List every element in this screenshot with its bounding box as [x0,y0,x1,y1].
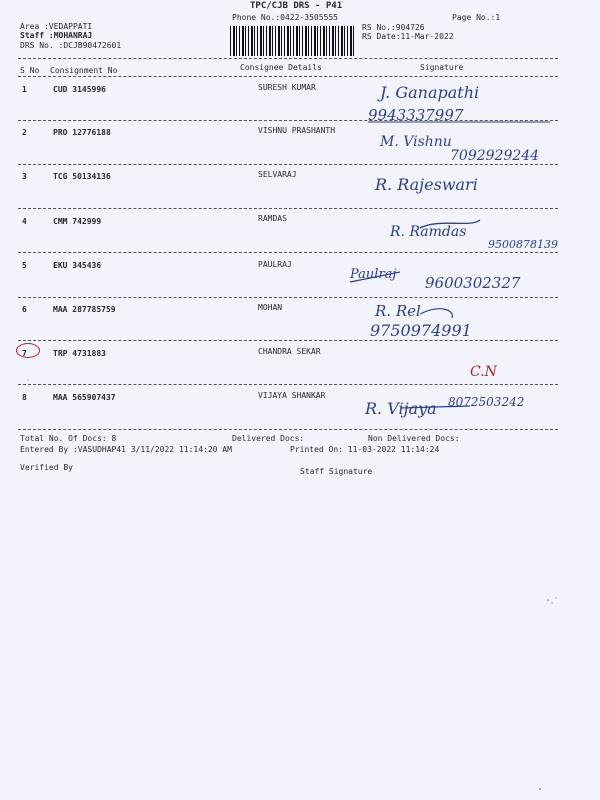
drs-number: DRS No. :DCJB90472601 [20,41,122,50]
row-consignment: CMM 742999 [53,217,102,226]
handwritten-phone: 9600302327 [425,274,521,292]
handwritten-phone: 9500878139 [488,238,558,251]
row-sno: 4 [22,217,27,226]
row-sno: 1 [22,85,27,94]
row-consignment: CUD 3145996 [53,85,106,94]
signature-text: Paulraj [350,267,397,282]
signature-text: R. Rel [375,302,421,320]
page-number: Page No.:1 [452,13,501,22]
sheet-title: TPC/CJB DRS - P41 [250,1,343,11]
row-consignment: EKU 345436 [53,261,102,270]
row-sno: 5 [22,261,27,270]
column-header-details: Consignee Details [240,63,322,72]
row-consignee-name: SURESH KUMAR [258,83,316,92]
row-consignee-name: SELVARAJ [258,170,297,179]
row-consignment: PRO 12776188 [53,128,111,137]
printed-on: Printed On: 11-03-2022 11:14:24 [290,445,440,454]
row-consignment: MAA 287785759 [53,305,116,314]
delivered-docs: Delivered Docs: [232,434,305,443]
entered-by: Entered By :VASUDHAP41 3/11/2022 11:14:20 AM [20,445,232,454]
row-consignment: TRP 4731883 [53,349,106,358]
column-header-consignment: Consignment No [50,66,118,75]
row-consignee-name: VISHNU PRASHANTH [258,126,336,135]
row-sno: 2 [22,128,27,137]
signature-text: R. Rajeswari [375,175,478,194]
staff-signature-label: Staff Signature [300,467,373,476]
row-consignment: MAA 565907437 [53,393,116,402]
rs-date: RS Date:11-Mar-2022 [362,32,454,41]
signature-text: M. Vishnu [380,134,452,150]
column-header-sno: S No [20,66,40,75]
phone-number: Phone No.:0422-3505555 [232,13,338,22]
handwritten-phone: 9943337997 [368,106,464,124]
row-consignee-name: CHANDRA SEKAR [258,347,321,356]
row-sno: 3 [22,172,27,181]
row-consignee-name: RAMDAS [258,214,287,223]
signature-text: J. Ganapathi [380,83,480,102]
row-sno: 8 [22,393,27,402]
signature-text: R. Ramdas [390,224,467,240]
handwritten-phone: 8072503242 [448,395,525,409]
total-docs: Total No. Of Docs: 8 [20,434,117,443]
verified-by: Verified By [20,463,73,472]
row-consignee-name: MOHAN [258,303,283,312]
handwritten-phone: 7092929244 [450,148,540,164]
handwritten-phone: 9750974991 [370,321,472,340]
area-label: Area :VEDAPPATI [20,22,93,31]
signature-text: R. Vijaya [365,399,437,418]
row-consignment: TCG 50134136 [53,172,111,181]
row-consignee-name: VIJAYA SHANKAR [258,391,326,400]
non-delivered-docs: Non Delivered Docs: [368,434,460,443]
row-sno: 7 [22,349,27,358]
row-consignee-name: PAULRAJ [258,260,292,269]
column-header-signature: Signature [420,63,464,72]
staff-label: Staff :MOHANRAJ [20,31,93,40]
row-sno: 6 [22,305,27,314]
signature-text: C.N [470,364,497,380]
rs-number: RS No.:904726 [362,23,425,32]
